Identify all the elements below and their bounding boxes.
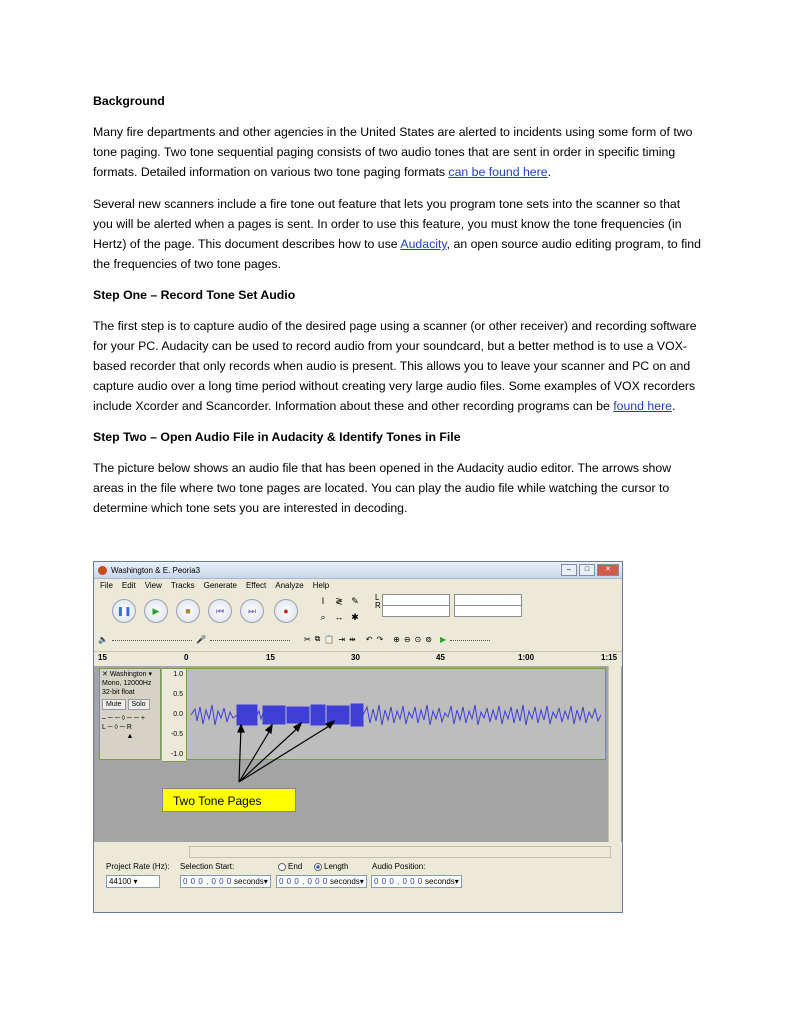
link-audacity[interactable]: Audacity [400, 237, 447, 251]
scale-label: 0.0 [173, 711, 183, 718]
horizontal-scrollbar[interactable] [189, 846, 611, 858]
multi-tool-icon[interactable]: ✱ [351, 612, 359, 622]
step-one-end: . [672, 399, 676, 413]
step-one-text: The first step is to capture audio of the desired page using a scanner (or other receiver) and recording software for your PC. Audacity can be used to record audio from your soundcard, but a better method is to use a VOX-based recorder that only records when audio is present. This allows you to leave your scanner and PC on and capture audio over a long time period without creating very large audio files. Some examples of VOX recorders include Xcorder and Scancorder. Information about these and other recording programs can be [93, 319, 697, 413]
paragraph-scanners [93, 194, 703, 274]
heading-step-one: Step One – Record Tone Set Audio [93, 288, 296, 302]
solo-button[interactable]: Solo [128, 699, 150, 710]
audio-position-field[interactable]: 0 0 0 , 0 0 0 seconds▾ [371, 875, 462, 888]
menu-view[interactable]: View [144, 580, 162, 590]
window-title: Washington & E. Peoria3 [111, 565, 201, 575]
selection-length-field[interactable]: 0 0 0 , 0 0 0 seconds▾ [276, 875, 367, 888]
vertical-scrollbar[interactable] [608, 666, 621, 842]
ruler-tick: 15 [98, 653, 107, 662]
selection-tool-icon[interactable]: I [321, 596, 325, 606]
gain-slider[interactable]: – ─ ─ ◊ ─ ─ + [102, 715, 145, 722]
length-radio-icon [314, 863, 322, 871]
ruler-tick: 1:00 [518, 653, 535, 662]
paste-icon[interactable]: 📋 [324, 634, 335, 644]
menu-help[interactable]: Help [312, 580, 330, 590]
end-radio-icon [278, 863, 286, 871]
heading-background: Background [93, 94, 165, 108]
two-tone-pages-callout: Two Tone Pages [162, 788, 296, 812]
selection-start-label: Selection Start: [180, 862, 235, 871]
unit-label: seconds [425, 877, 455, 886]
meter-right-label: R [375, 601, 381, 610]
envelope-tool-icon[interactable]: ≷ [335, 596, 343, 606]
menu-effect[interactable]: Effect [245, 580, 267, 590]
timeshift-tool-icon[interactable]: ↔ [334, 612, 344, 622]
unit-label: seconds [234, 877, 264, 886]
selection-length-value: 0 0 0 , 0 0 0 [279, 877, 328, 886]
scanners-text-end: , an open source audio editing program, to find the frequencies of two tone pages. [93, 237, 701, 271]
stop-icon[interactable]: ■ [176, 599, 200, 623]
pan-left-label: L [102, 724, 106, 731]
pan-right-label: R [126, 724, 132, 731]
project-rate-select[interactable]: 44100 ▾ [106, 875, 160, 888]
project-rate-label: Project Rate (Hz): [106, 862, 170, 871]
end-radio[interactable] [278, 862, 302, 871]
link-paging-formats[interactable]: can be found here [448, 165, 548, 179]
silence-icon[interactable]: ⇹ [349, 634, 356, 644]
zoom-out-icon[interactable]: ⊖ [403, 634, 411, 644]
pause-icon[interactable]: ❚❚ [112, 599, 136, 623]
audacity-screenshot [93, 561, 623, 913]
skip-end-icon[interactable]: ⏭ [240, 599, 264, 623]
play-at-speed-icon[interactable]: ▶ [439, 634, 447, 644]
menu-analyze[interactable]: Analyze [275, 580, 304, 590]
redo-icon[interactable]: ↷ [376, 634, 384, 644]
trim-icon[interactable]: ⇥ [338, 634, 346, 644]
selection-toolbar [94, 858, 622, 912]
maximize-icon[interactable]: □ [579, 564, 595, 576]
track-info-rate: Mono, 12000Hz [102, 680, 152, 687]
ruler-tick: 45 [436, 653, 445, 662]
meter-left-label: L [375, 593, 380, 602]
play-icon[interactable]: ▶ [144, 599, 168, 623]
audio-position-label: Audio Position: [372, 862, 426, 871]
project-rate-value: 44100 [109, 877, 132, 886]
selection-start-value: 0 0 0 , 0 0 0 [183, 877, 232, 886]
ruler-tick: 1:15 [601, 653, 618, 662]
menu-edit[interactable]: Edit [121, 580, 136, 590]
paragraph-step-two: The picture below shows an audio file that has been opened in the Audacity audio editor. The arrows show areas in the file where two tone pages are located. You can play the audio file while watching the cursor to determine which tone sets you are interested in decoding. [93, 461, 672, 515]
fit-project-icon[interactable]: ⊚ [425, 634, 432, 644]
link-recording-programs[interactable]: found here [613, 399, 673, 413]
heading-step-two: Step Two – Open Audio File in Audacity & Identify Tones in File [93, 430, 461, 444]
length-label: Length [324, 862, 349, 871]
track-name: Washington [109, 671, 147, 678]
minimize-icon[interactable]: – [561, 564, 577, 576]
menu-file[interactable]: File [100, 580, 113, 590]
track-info-format: 32-bit float [102, 689, 135, 696]
audio-position-value: 0 0 0 , 0 0 0 [374, 877, 423, 886]
intro-end: . [547, 165, 551, 179]
scale-label: 1.0 [173, 671, 183, 678]
menu-generate[interactable]: Generate [203, 580, 237, 590]
ruler-tick: 30 [351, 653, 360, 662]
mute-button[interactable]: Mute [102, 699, 126, 710]
paragraph-intro [93, 122, 703, 182]
menu-tracks[interactable]: Tracks [170, 580, 195, 590]
length-radio[interactable] [314, 862, 348, 871]
collapse-icon[interactable]: ▲ [126, 733, 134, 740]
paragraph-step-one [93, 316, 703, 416]
scale-label: -0.5 [170, 731, 183, 738]
zoom-tool-icon[interactable]: ⌕ [320, 612, 326, 622]
selection-start-field[interactable]: 0 0 0 , 0 0 0 seconds▾ [180, 875, 271, 888]
end-label: End [288, 862, 303, 871]
record-icon[interactable]: ● [274, 599, 298, 623]
close-icon[interactable]: ✕ [597, 564, 619, 576]
copy-icon[interactable]: ⧉ [314, 634, 321, 643]
scale-label: -1.0 [170, 751, 183, 758]
draw-tool-icon[interactable]: ✎ [351, 596, 359, 606]
pan-slider[interactable]: L ─ ◊ ─ R [102, 724, 132, 731]
undo-icon[interactable]: ↶ [365, 634, 373, 644]
ruler-tick: 0 [184, 653, 189, 662]
ruler-tick: 15 [266, 653, 275, 662]
fit-selection-icon[interactable]: ⊙ [414, 634, 422, 644]
unit-label: seconds [330, 877, 360, 886]
scale-label: 0.5 [173, 691, 183, 698]
intro-text: Many fire departments and other agencies in the United States are alerted to incidents using some form of two tone paging. Two tone sequential paging consists of two audio tones that are sent in order in specific timing formats. Detailed information on various two tone paging formats [93, 125, 693, 179]
track-name-dropdown[interactable]: ✕ Washington ▾ [102, 671, 152, 678]
document-body [93, 92, 703, 530]
zoom-in-icon[interactable]: ⊕ [393, 634, 400, 644]
mic-icon: 🎤 [195, 634, 206, 644]
scanners-text: Several new scanners include a fire tone out feature that lets you program tone sets into the scanner so that you will be alerted when a pages is sent. In order to use this feature, you must know the tone frequencies (in Hertz) of the page. This document describes how to use [93, 197, 682, 251]
speaker-icon: 🔈 [98, 634, 108, 644]
cut-icon[interactable]: ✂ [303, 634, 311, 644]
skip-start-icon[interactable]: ⏮ [208, 599, 232, 623]
